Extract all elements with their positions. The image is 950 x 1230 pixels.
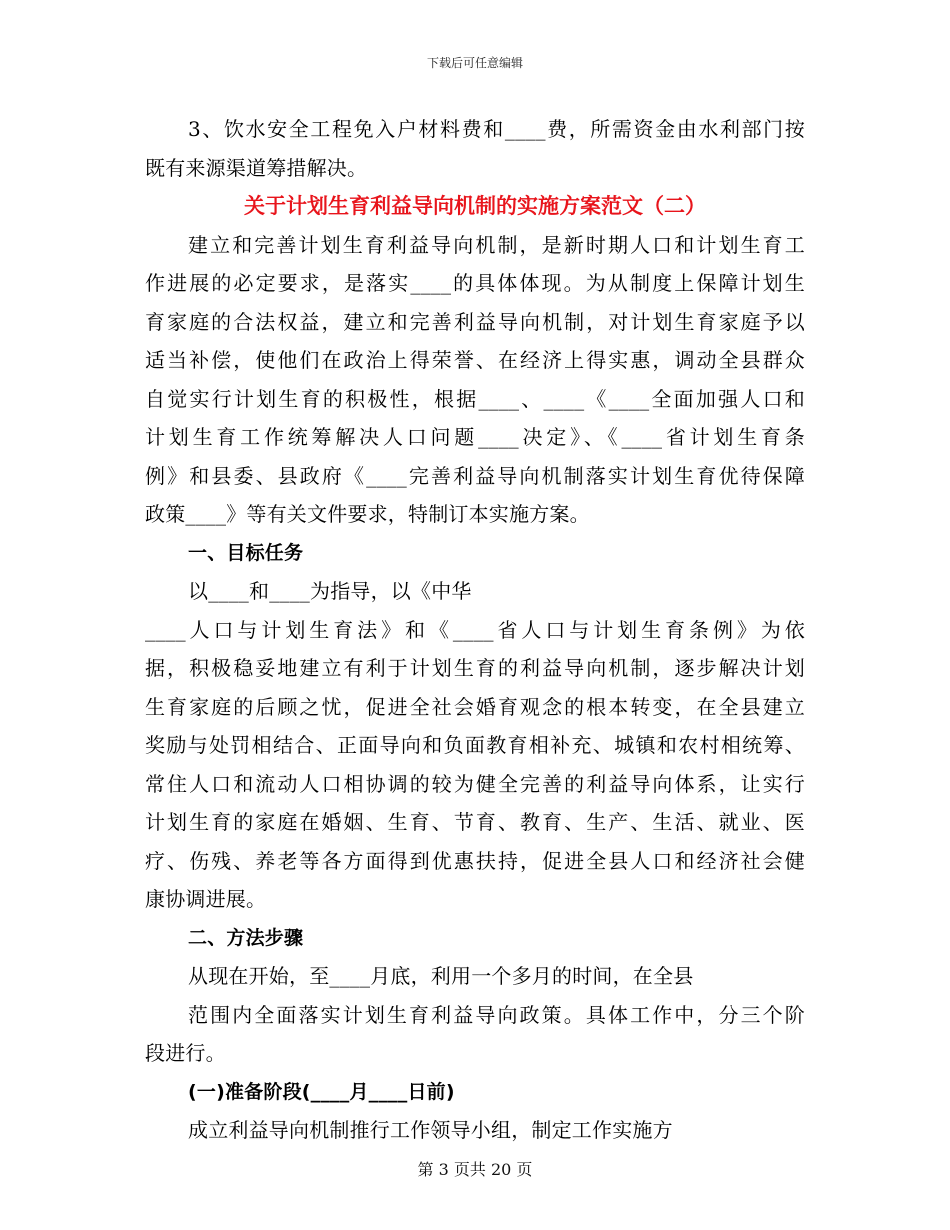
paragraph-line: 从现在开始，至____月底，利用一个多月的时间，在全县 — [188, 964, 694, 988]
paragraph-line: 以____和____为指导，以《中华 — [188, 579, 472, 603]
paragraph-line: 奖励与处罚相结合、正面导向和负面教育相补充、城镇和农村相统筹、 — [145, 733, 805, 757]
paragraph-line: 疗、伤残、养老等各方面得到优惠扶持，促进全县人口和经济社会健 — [145, 848, 805, 873]
paragraph-line: 建立和完善计划生育利益导向机制，是新时期人口和计划生育工 — [188, 232, 805, 257]
paragraph-line: 段进行。 — [145, 1041, 226, 1065]
paragraph-line: 范围内全面落实计划生育利益导向政策。具体工作中，分三个阶 — [188, 1002, 805, 1027]
heading-target-tasks: 一、目标任务 — [188, 541, 304, 564]
paragraph-line: 生育家庭的后顾之忧，促进全社会婚育观念的根本转变，在全县建立 — [145, 694, 805, 719]
paragraph-line: 常住人口和流动人口相协调的较为健全完善的利益导向体系，让实行 — [145, 771, 805, 796]
heading-preparation-stage: (一)准备阶段(____月____日前) — [188, 1080, 455, 1103]
paragraph-line: 作进展的必定要求，是落实____的具体体现。为从制度上保障计划生 — [145, 271, 805, 295]
paragraph-line: 例》和县委、县政府《____完善利益导向机制落实计划生育优待保障 — [145, 463, 805, 488]
paragraph-line: 计划生育的家庭在婚姻、生育、节育、教育、生产、生活、就业、医 — [145, 810, 805, 834]
paragraph-line: 既有来源渠道筹措解决。 — [145, 155, 368, 180]
document-body — [145, 110, 805, 1150]
paragraph-line: 适当补偿，使他们在政治上得荣誉、在经济上得实惠，调动全县群众 — [145, 348, 805, 372]
paragraph-line: 政策____》等有关文件要求，特制订本实施方案。 — [145, 502, 590, 526]
page-footer: 第 3 页共 20 页 — [417, 1160, 533, 1179]
paragraph-line: 康协调进展。 — [145, 887, 267, 911]
paragraph-line: 据，积极稳妥地建立有利于计划生育的利益导向机制，逐步解决计划 — [145, 656, 805, 680]
section-title: 关于计划生育利益导向机制的实施方案范文（二） — [244, 193, 706, 218]
paragraph-line: 3、饮水安全工程免入户材料费和____费，所需资金由水利部门按 — [188, 117, 805, 141]
heading-method-steps: 二、方法步骤 — [188, 926, 304, 949]
paragraph-line: 自觉实行计划生育的积极性，根据____、____《____全面加强人口和 — [145, 386, 805, 411]
paragraph-line: 育家庭的合法权益，建立和完善利益导向机制，对计划生育家庭予以 — [145, 309, 805, 334]
paragraph-line: 计划生育工作统筹解决人口问题____决定》、《____省计划生育条 — [145, 425, 805, 449]
paragraph-line: 成立利益导向机制推行工作领导小组，制定工作实施方 — [188, 1118, 673, 1142]
page-header: 下载后可任意编辑 — [426, 56, 523, 70]
paragraph-line: ____人口与计划生育法》和《____省人口与计划生育条例》为依 — [145, 617, 805, 642]
